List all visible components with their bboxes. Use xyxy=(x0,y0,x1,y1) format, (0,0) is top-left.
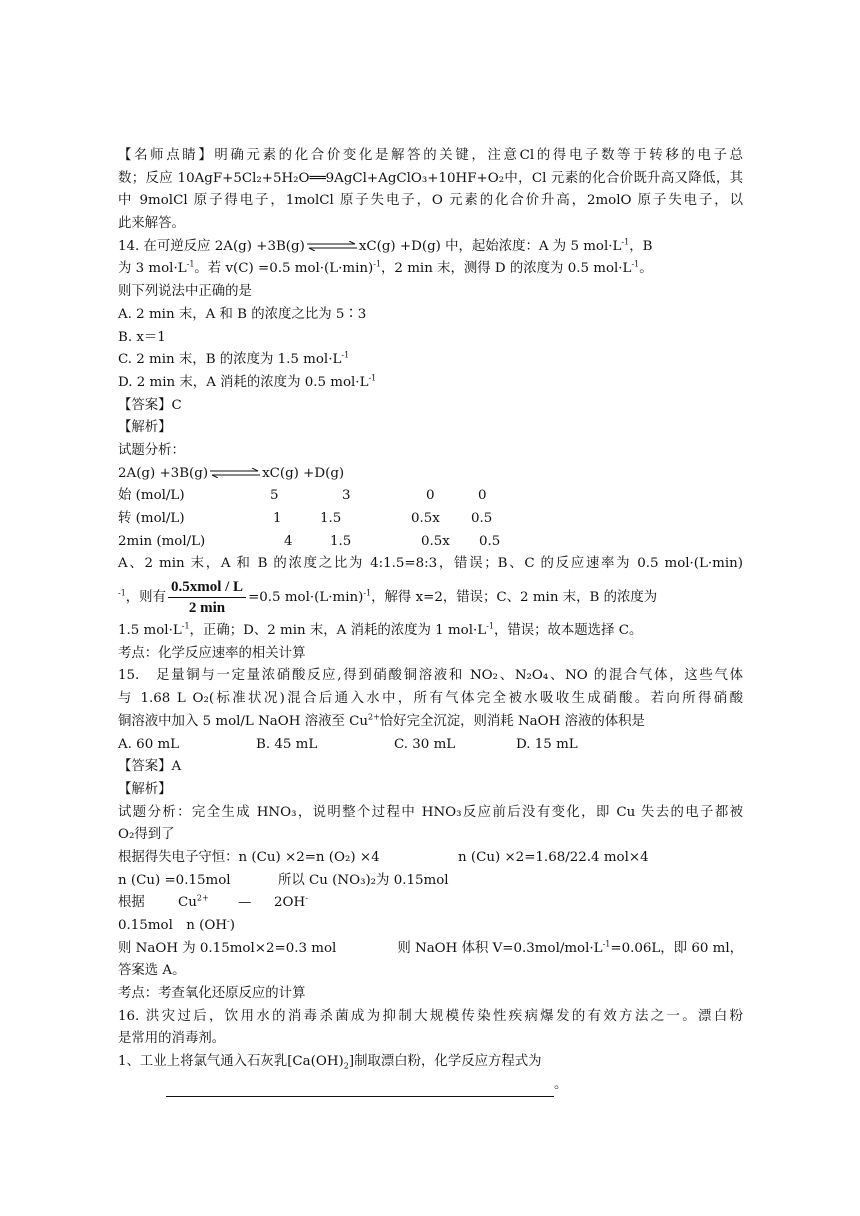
q15-analysis-heading: 【解析】 xyxy=(118,781,172,797)
q15-analysis-line-3: 根据得失电子守恒：n (Cu) ×2=n (O₂) ×4 n (Cu) ×2=1.68/22.4 mol×4 xyxy=(118,849,649,865)
q14-table-row-change: 转 (mol/L) 1 1.5 0.5x 0.5 xyxy=(118,511,493,526)
q14-table-row-2min: 2min (mol/L) 4 1.5 0.5x 0.5 xyxy=(118,533,501,549)
q15-analysis-line-1: 试题分析：完全生成 HNO₃，说明整个过程中 HNO₃反应前后没有变化，即 Cu 失去的电子都被 xyxy=(118,804,743,820)
q15-topic: 考点：考查氧化还原反应的计算 xyxy=(118,986,306,1002)
q14-explanation-line-2: $^{-1}$，则有 $\frac{\text{0.5xmol / L}}{2 \min}$ =0.5 $mol\cdot(L\cdot\min)^{-1}$，解得 x=2，错误；C、2 min 末，B 的浓度为 xyxy=(118,579,658,617)
q15-analysis-line-5: 根据 $Cu^{2+}$ — 2OH- xyxy=(118,893,308,911)
q15-option-c: C. 30 mL xyxy=(394,736,456,752)
q15-option-b: B. 45 mL xyxy=(256,736,318,752)
tip-line-3: 中 9molCl 原子得电子，1molCl 原子失电子，O 元素的化合价升高，2molO 原子失电子，以 xyxy=(118,193,743,209)
q15-analysis-line-4: n (Cu) =0.15mol 所以 Cu (NO₃)₂为 0.15mol xyxy=(118,872,449,888)
q14-analysis-heading: 【解析】 xyxy=(118,420,172,436)
answer-blank[interactable] xyxy=(166,1080,554,1097)
q15-stem-line-2: 与 1.68 L O₂(标准状况)混合后通入水中，所有气体完全被水吸收生成硝酸。若向所得硝酸 xyxy=(118,691,743,707)
q16-stem-line-2: 是常用的消毒剂。 xyxy=(118,1031,226,1047)
q15-option-d: D. 15 mL xyxy=(516,736,578,752)
q15-analysis-line-2: O₂得到了 xyxy=(118,827,175,843)
q14-stem-line-2: 为 3 $mol\cdot L^{-1}$。若 v(C) =0.5 $mol\cdot(L\cdot\min)^{-1}$，2 min 末，测得 D 的浓度为 0.5 $mol\cdot L^{-1}$。 xyxy=(118,259,653,277)
tip-line-1: 【名师点睛】明确元素的化合价变化是解答的关键，注意Cl的得电子数等于转移的电子总 xyxy=(118,148,743,163)
q14-topic: 考点：化学反应速率的相关计算 xyxy=(118,645,306,661)
equilibrium-arrow-icon xyxy=(307,241,357,251)
q14-option-b: B. x＝1 xyxy=(118,329,166,345)
q14-explanation-line-3: 1.5 $mol\cdot L^{-1}$，正确；D、2 min 末，A 消耗的浓度为 1 $mol\cdot L^{-1}$，错误；故本题选择 C。 xyxy=(118,621,643,639)
q14-analysis-intro: 试题分析： xyxy=(118,442,185,458)
q14-stem-line-3: 则下列说法中正确的是 xyxy=(118,284,252,300)
q15-answer: 【答案】A xyxy=(118,759,182,775)
q15-analysis-line-6: 0.15mol n (OH-) xyxy=(118,916,235,933)
q16-answer-line: 。 xyxy=(118,1074,743,1097)
fraction: $\frac{\text{0.5xmol / L}}{2 \min}$ xyxy=(168,577,246,618)
tip-line-2: 数；反应 10AgF+5Cl₂+5H₂O══9AgCl+AgClO₃+10HF+O₂中，Cl 元素的化合价既升高又降低，其 xyxy=(118,170,743,186)
q14-table-row-start: 始 (mol/L) 5 3 0 0 xyxy=(118,488,487,504)
q14-option-d: D. 2 min 末，A 消耗的浓度为 0.5 $mol\cdot L^{-1}$ xyxy=(118,373,377,390)
equilibrium-arrow-icon xyxy=(210,468,260,478)
q15-stem-line-1: 15. 足量铜与一定量浓硝酸反应,得到硝酸铜溶液和 NO₂、N₂O₄、NO 的混合气体，这些气体 xyxy=(118,668,743,684)
q15-analysis-line-7: 则 NaOH 为 0.15mol×2=0.3 mol 则 NaOH 体积 $V=0.3mol/mol\cdot L^{-1}=0.06L$，即 60 ml， xyxy=(118,939,743,956)
q16-stem-line-3: 1、工业上将氯气通入石灰乳$[Ca(OH)_2]$制取漂白粉，化学反应方程式为 xyxy=(118,1054,542,1071)
q14-answer: 【答案】C xyxy=(118,397,182,413)
q14-equation: 2A(g) +3B(g) xC(g) +D(g) xyxy=(118,465,345,481)
q14-option-c: C. 2 min 末，B 的浓度为 1.5 $mol\cdot L^{-1}$ xyxy=(118,350,350,368)
q15-analysis-line-8: 答案选 A。 xyxy=(118,963,186,979)
q14-explanation-line-1: A、2 min 末，A 和 B 的浓度之比为 4:1.5=8:3，错误；B、C 的反应速率为 0.5 mol·(L·min) xyxy=(118,556,743,572)
q14-option-a: A. 2 min 末，A 和 B 的浓度之比为 5∶3 xyxy=(118,306,367,322)
q15-options xyxy=(118,734,743,757)
q15-stem-line-3: 铜溶液中加入 5 mol/L NaOH 溶液至 $Cu^{2+}$恰好完全沉淀，则消耗 NaOH 溶液的体积是 xyxy=(118,712,645,729)
q14-stem-line-1: 14. 在可逆反应 2A(g) +3B(g) xC(g) +D(g) 中，起始浓度：A 为 5 $mol\cdot L^{-1}$，B xyxy=(118,237,653,254)
tip-line-4: 此来解答。 xyxy=(118,216,185,232)
q15-option-a: A. 60 mL xyxy=(118,736,180,752)
q16-stem-line-1: 16. 洪灾过后，饮用水的消毒杀菌成为抑制大规模传染性疾病爆发的有效方法之一。漂白粉 xyxy=(118,1008,743,1024)
document-body xyxy=(118,145,743,1097)
